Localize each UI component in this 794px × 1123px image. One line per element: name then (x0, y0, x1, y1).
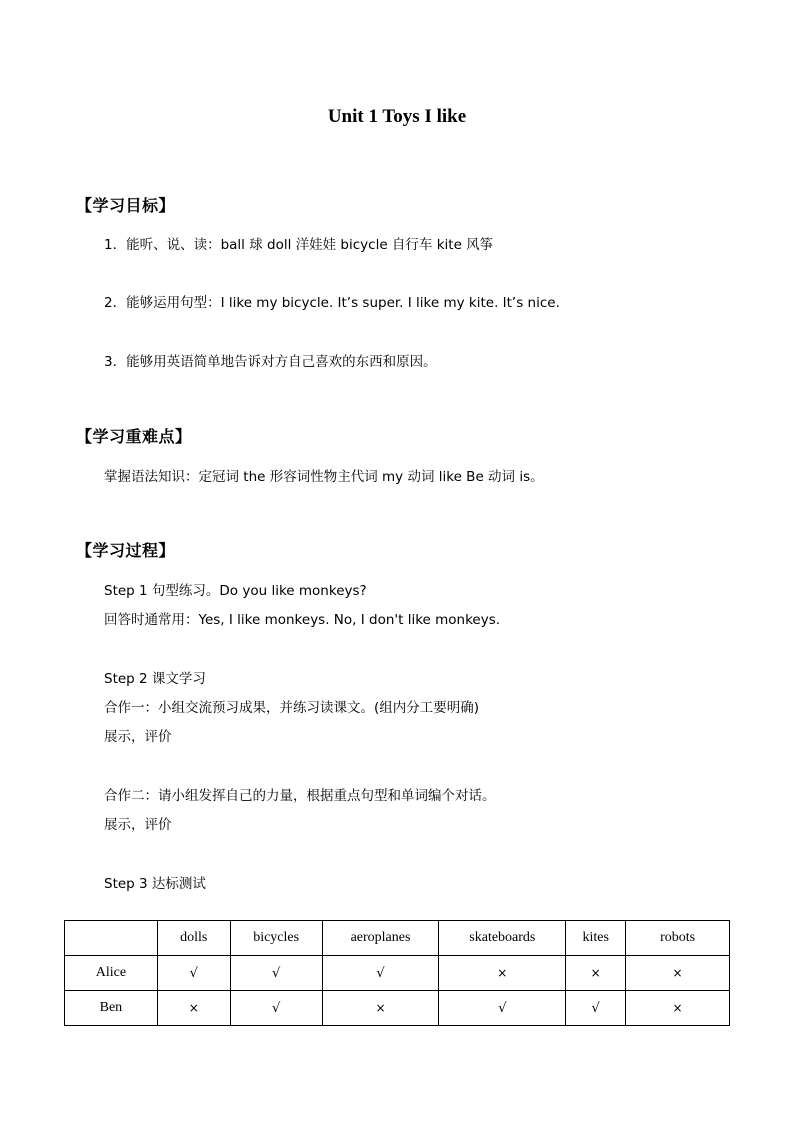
check-mark: √ (230, 991, 322, 1026)
key-points-heading: 【学习重难点】 (76, 427, 192, 446)
coop1-review: 展示，评价 (104, 729, 172, 745)
check-mark: √ (439, 991, 566, 1026)
objective-2: 2．能够运用句型：I like my bicycle. It’s super. I like my kite. It’s nice. (104, 295, 560, 311)
table-header-cell: aeroplanes (322, 921, 439, 956)
row-name: Alice (65, 956, 158, 991)
cross-mark: × (157, 991, 230, 1026)
test-table (64, 920, 730, 1026)
cross-mark: × (626, 956, 730, 991)
check-mark: √ (322, 956, 439, 991)
cross-mark: × (626, 991, 730, 1026)
table-row (65, 991, 730, 1026)
table-header-cell: skateboards (439, 921, 566, 956)
table-header-row (65, 921, 730, 956)
table-header-cell: robots (626, 921, 730, 956)
check-mark: √ (566, 991, 626, 1026)
step1-answer: 回答时通常用：Yes, I like monkeys. No, I don't like monkeys. (104, 612, 501, 628)
cross-mark: × (322, 991, 439, 1026)
step1-title: Step 1 句型练习。Do you like monkeys? (104, 583, 367, 599)
check-mark: √ (230, 956, 322, 991)
table-header-cell: bicycles (230, 921, 322, 956)
coop1-text: 合作一：小组交流预习成果，并练习读课文。(组内分工要明确) (104, 700, 480, 716)
check-mark: √ (157, 956, 230, 991)
table-header-cell: kites (566, 921, 626, 956)
table-header-cell (65, 921, 158, 956)
step3-title: Step 3 达标测试 (104, 876, 206, 892)
page-title: Unit 1 Toys I like (327, 106, 467, 127)
cross-mark: × (566, 956, 626, 991)
objective-3: 3．能够用英语简单地告诉对方自己喜欢的东西和原因。 (104, 354, 437, 370)
table-row (65, 956, 730, 991)
coop2-text: 合作二：请小组发挥自己的力量，根据重点句型和单词编个对话。 (104, 788, 496, 804)
objective-1: 1．能听、说、读：ball 球 doll 洋娃娃 bicycle 自行车 kite 风筝 (104, 237, 494, 253)
process-heading: 【学习过程】 (76, 541, 176, 560)
step2-title: Step 2 课文学习 (104, 671, 206, 687)
row-name: Ben (65, 991, 158, 1026)
table-header-cell: dolls (157, 921, 230, 956)
objectives-heading: 【学习目标】 (76, 196, 176, 215)
coop2-review: 展示，评价 (104, 817, 172, 833)
key-points-text: 掌握语法知识：定冠词 the 形容词性物主代词 my 动词 like Be 动词 is。 (104, 469, 544, 485)
cross-mark: × (439, 956, 566, 991)
